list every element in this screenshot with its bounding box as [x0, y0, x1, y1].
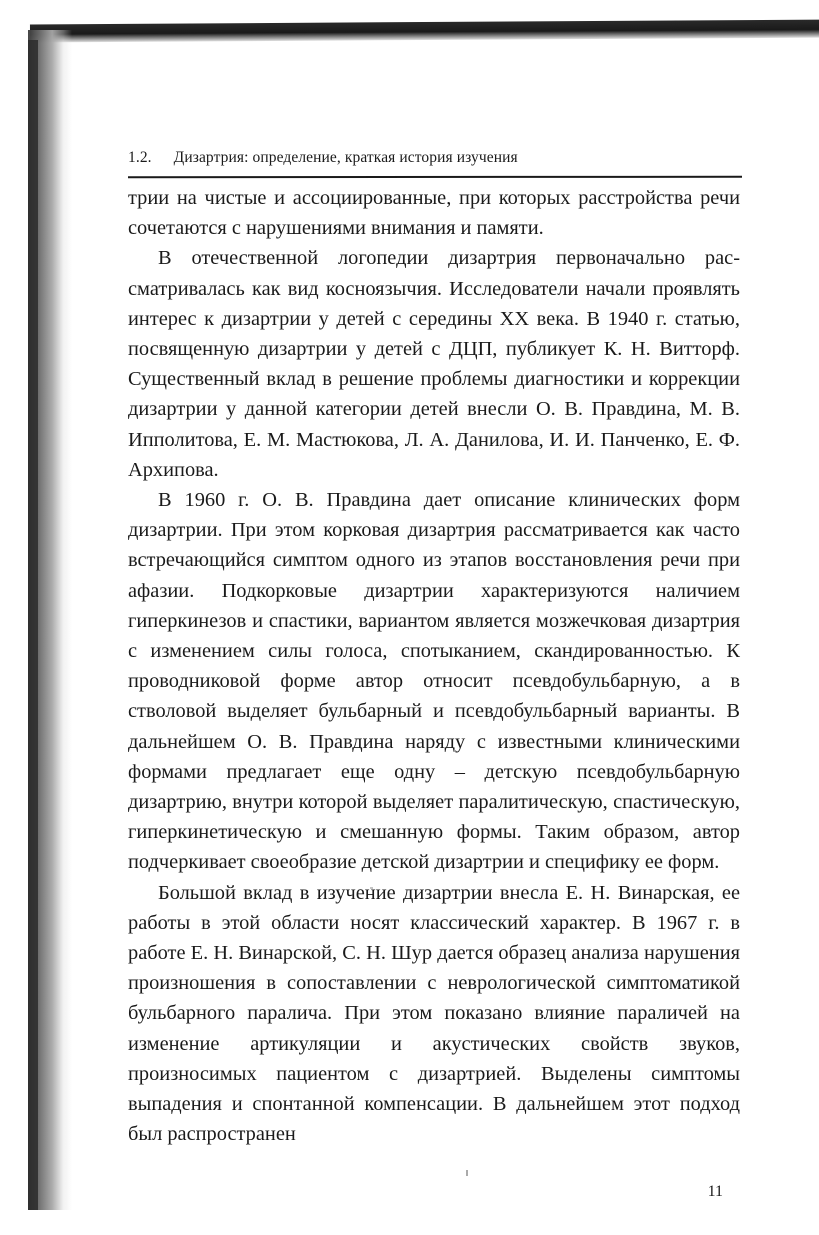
running-header: [128, 148, 740, 168]
section-number: 1.2.: [128, 149, 152, 166]
scan-top-shadow: [30, 20, 819, 43]
section-title: Дизартрия: определение, краткая история изучения: [173, 149, 518, 166]
paragraph-continuation: трии на чистые и ассоциированные, при которых расстройства речи сочетаются с нарушениями внимания и памяти.: [128, 187, 740, 240]
scan-left-edge: [28, 40, 38, 1210]
paragraph-pravdina: В 1960 г. О. В. Правдина дает описание клинических форм дизартрии. При этом корковая дизартрия рассматривается как часто встречающийся симптом одного из этапов восстановления речи при афазии. Подкорковые дизартрии характеризуются наличием гиперкинезов и спастики, вариантом является мозжечковая дизартрия с изменением силы голоса, спотыканием, скандированностью. К проводниковой форме автор относит псевдобульбарную, а в стволовой выделяет бульбарный и псевдобульбарный варианты. В дальнейшем О. В. Правдина наряду с известными клиническими формами предлагает еще одну – детскую псевдобульбарную дизартрию, внутри которой выделяет паралитическую, спастическую, гиперкинетическую и смешанную формы. Таким образом, автор подчеркивает своеобразие детской дизартрии и специфику ее форм.: [128, 489, 740, 874]
paragraph-vinarskaya: Большой вклад в изучение дизартрии внесла Е. Н. Винарская, ее работы в этой области носят классический характер. В 1967 г. в работе Е. Н. Винарской, С. Н. Шур дается образец анализа нарушения произношения в сопоставлении с неврологической симптоматикой бульбарного паралича. При этом показано влияние параличей на изменение артикуляции и акустических свойств звуков, произносимых пациентом с дизартрией. Выделены симптомы выпадения и спонтанной компенсации. В дальнейшем этот подход был распространен: [128, 881, 740, 1146]
page-number: 11: [707, 1183, 723, 1200]
body-text: [128, 183, 740, 1150]
header-rule: [128, 176, 742, 179]
paragraph-history-intro: В отечественной логопедии дизартрия первоначально рассматривалась как вид косноязычия. Исследователи начали проявлять интерес к дизартрии у детей с середины XX века. В 1940 г. статью, посвященную дизартрии у детей с ДЦП, публикует К. Н. Витторф. Существенный вклад в решение проблемы диагностики и коррекции дизартрии у данной категории детей внесли О. В. Правдина, М. В. Ипполитова, Е. М. Мастюкова, Л. А. Данилова, И. И. Панченко, Е. Ф. Архипова.: [128, 247, 740, 481]
scan-speck: [466, 1170, 468, 1176]
scan-speck: [370, 887, 373, 889]
